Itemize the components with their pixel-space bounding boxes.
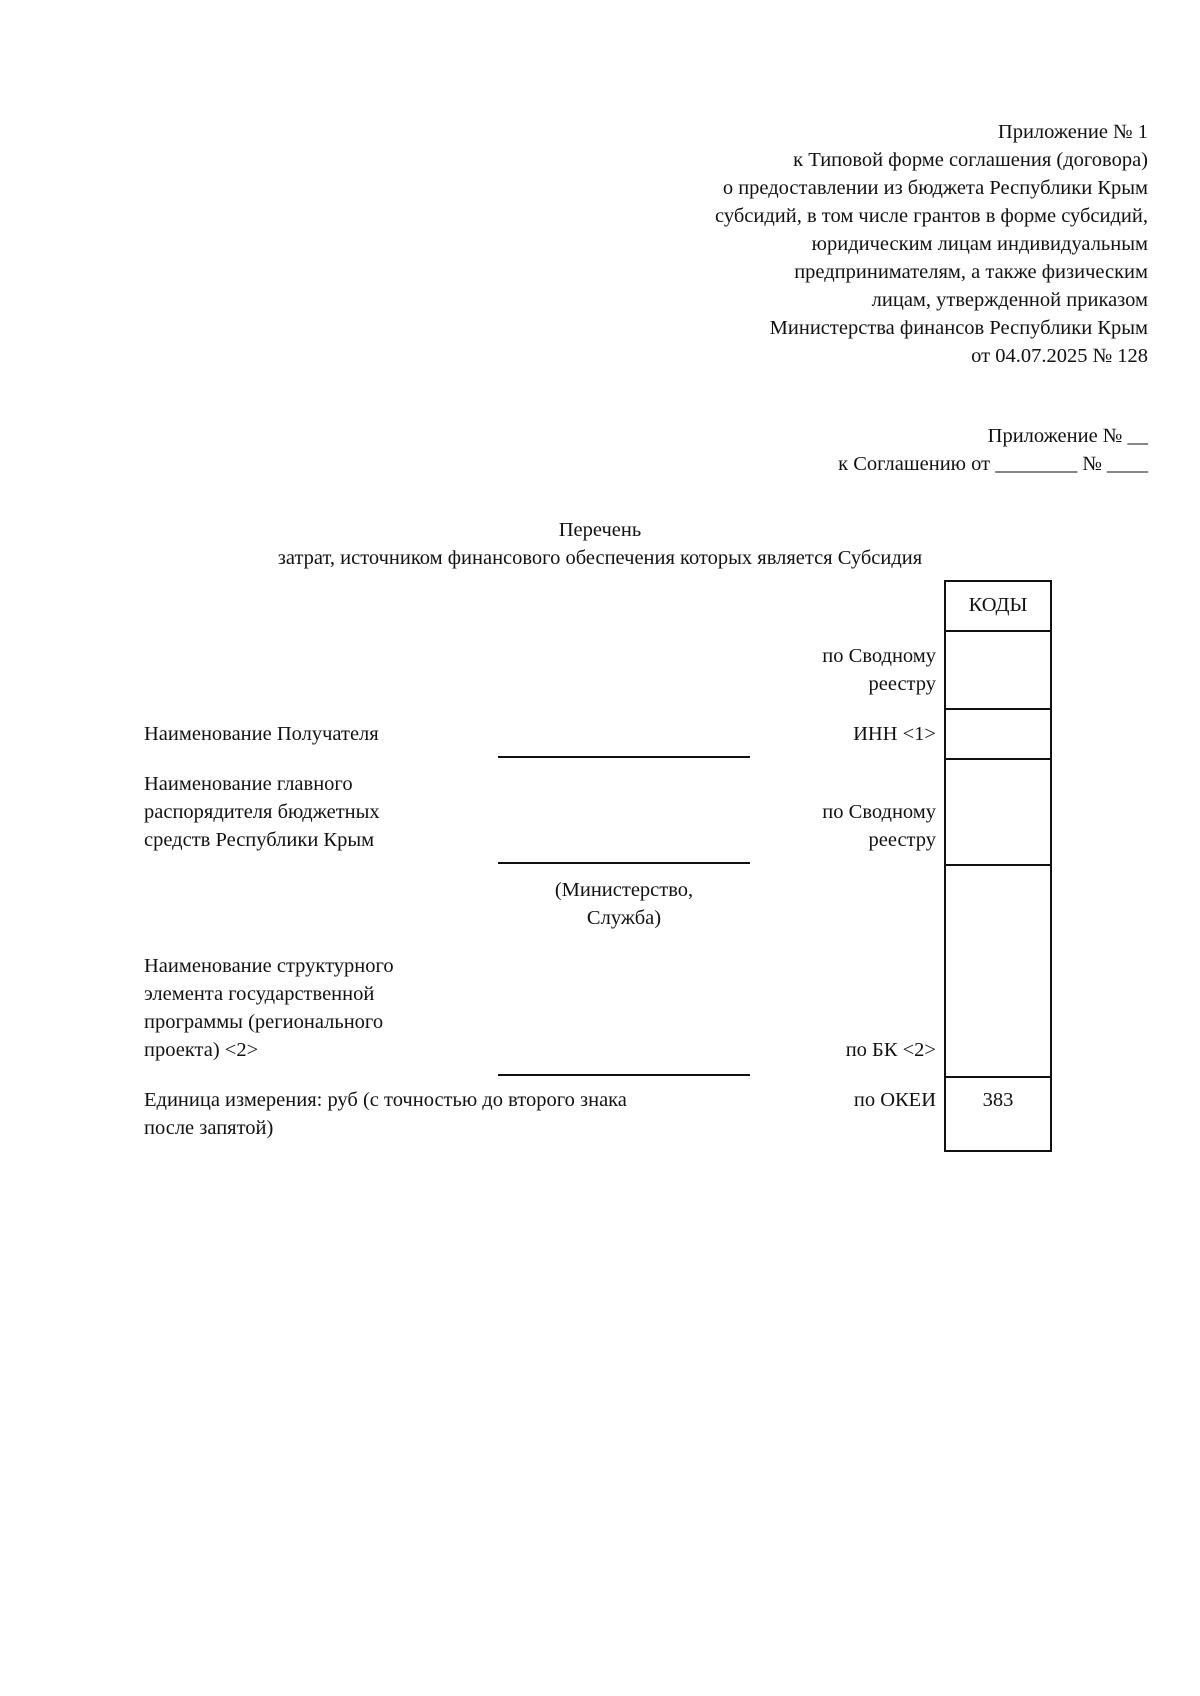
appendix-header-line: лицам, утвержденной приказом — [871, 289, 1148, 311]
appendix-header — [528, 118, 1148, 370]
recipient-name-line[interactable] — [498, 756, 750, 758]
codes-table — [944, 580, 1052, 1152]
codes-header: КОДЫ — [968, 594, 1028, 616]
inn-label: ИНН <1> — [853, 723, 936, 745]
structural-element-label: Наименование структурного элемента государственной программы (регионального проекта) <2> — [144, 955, 394, 1061]
unit-label: Единица измерения: руб (с точностью до второго знака после запятой) — [144, 1089, 627, 1139]
codes-header-cell — [946, 582, 1050, 632]
okei-code-value: 383 — [982, 1089, 1014, 1111]
code-cell-okei[interactable] — [946, 1078, 1050, 1150]
code-cell-consolidated-registry[interactable] — [946, 632, 1050, 710]
appendix-header-line: субсидий, в том числе грантов в форме субсидий, — [715, 205, 1148, 227]
bk-label: по БК <2> — [845, 1039, 936, 1061]
structural-element-line[interactable] — [498, 1074, 750, 1076]
appendix-header-line: предпринимателям, а также физическим — [794, 261, 1148, 283]
appendix-header-line: к Типовой форме соглашения (договора) — [793, 149, 1148, 171]
appendix-header-line: Министерства финансов Республики Крым — [769, 317, 1148, 339]
appendix-header-line: о предоставлении из бюджета Республики Крым — [722, 177, 1148, 199]
appendix-header-line: юридическим лицам индивидуальным — [811, 233, 1148, 255]
okei-label: по ОКЕИ — [853, 1089, 936, 1111]
agreement-appendix-number: Приложение № __ — [987, 425, 1148, 447]
title-heading: Перечень — [558, 519, 642, 541]
code-cell-bk[interactable] — [946, 866, 1050, 1078]
agreement-reference — [528, 422, 1148, 478]
chief-manager-name-line[interactable] — [498, 862, 750, 864]
title-subheading: затрат, источником финансового обеспечения которых является Субсидия — [277, 547, 923, 569]
appendix-header-line: от 04.07.2025 № 128 — [971, 345, 1148, 367]
code-cell-inn[interactable] — [946, 710, 1050, 760]
recipient-label: Наименование Получателя — [144, 723, 379, 745]
code-cell-chief-manager-registry[interactable] — [946, 760, 1050, 866]
consolidated-registry-label: по Сводному реестру — [822, 645, 936, 695]
agreement-date-number: к Соглашению от ________ № ____ — [838, 453, 1148, 475]
appendix-header-line: Приложение № 1 — [997, 121, 1148, 143]
chief-manager-registry-label: по Сводному реестру — [822, 801, 936, 851]
chief-manager-label: Наименование главного распорядителя бюджетных средств Республики Крым — [144, 773, 380, 851]
document-title — [0, 516, 1200, 572]
chief-manager-caption: (Министерство, Служба) — [554, 879, 694, 929]
